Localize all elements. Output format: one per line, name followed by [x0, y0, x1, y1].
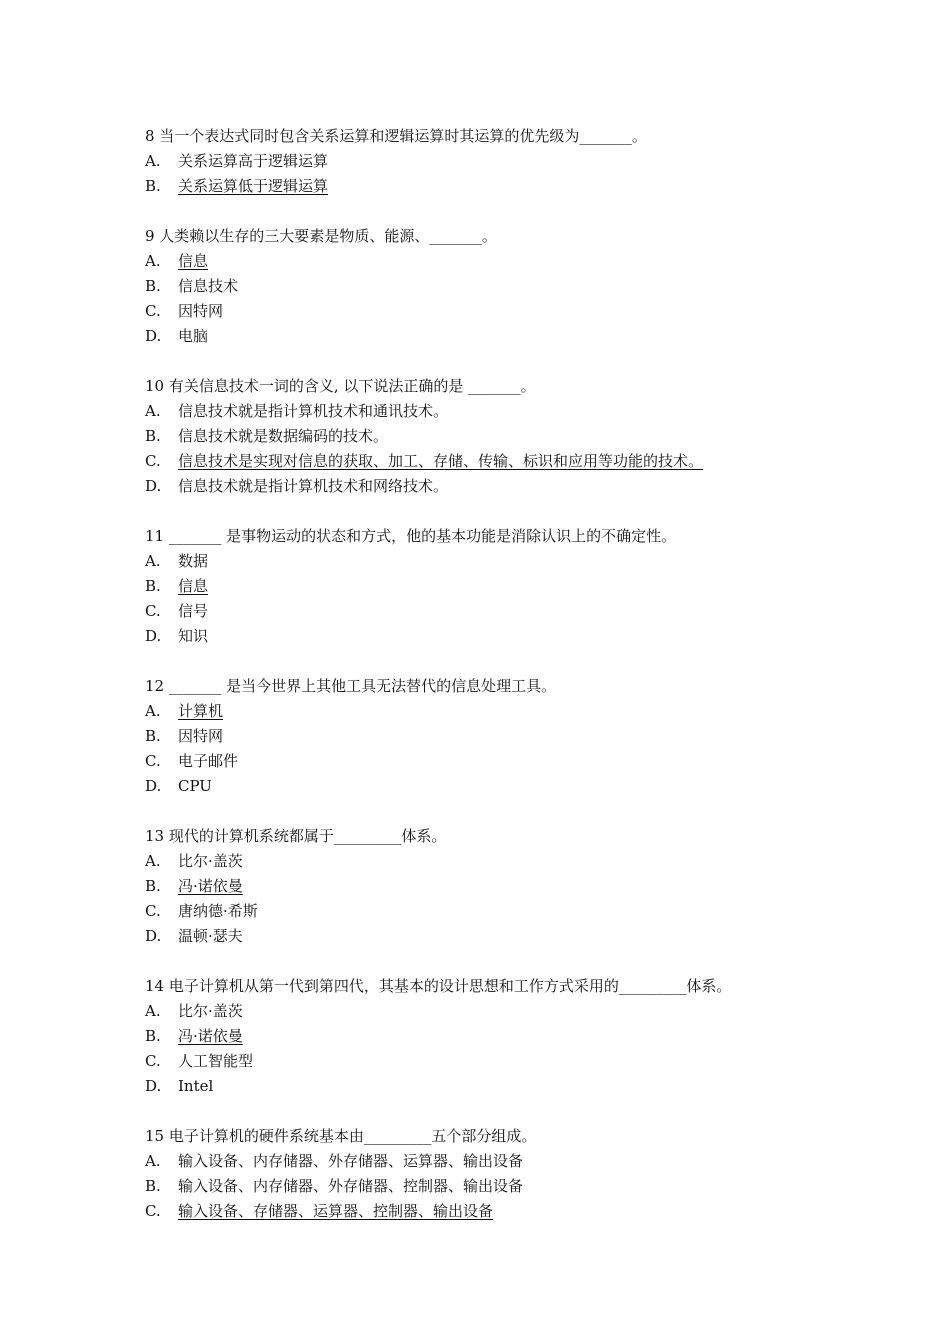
option-text: CPU [178, 777, 212, 795]
answer-option [145, 699, 845, 724]
option-text: 比尔·盖茨 [178, 852, 243, 870]
answer-option [145, 1049, 845, 1074]
answer-option [145, 399, 845, 424]
question-block [145, 1124, 845, 1224]
option-text: 因特网 [178, 727, 224, 745]
answer-option [145, 174, 845, 199]
option-letter: B. [145, 177, 161, 195]
question-block [145, 224, 845, 349]
option-text: 电子邮件 [178, 752, 239, 770]
option-text: 输入设备、内存储器、外存储器、运算器、输出设备 [178, 1152, 524, 1170]
option-text: 温顿·瑟夫 [178, 927, 243, 945]
option-text: 因特网 [178, 302, 224, 320]
question-block [145, 524, 845, 649]
option-text: 信息技术就是指计算机技术和网络技术。 [178, 477, 449, 495]
question-block [145, 674, 845, 799]
option-text: 比尔·盖茨 [178, 1002, 243, 1020]
option-letter: C. [145, 602, 161, 620]
answer-option [145, 599, 845, 624]
answer-option [145, 1149, 845, 1174]
option-text: 输入设备、内存储器、外存储器、控制器、输出设备 [178, 1177, 524, 1195]
question-text: 15 电子计算机的硬件系统基本由_________五个部分组成。 [145, 1127, 537, 1145]
question-text: 13 现代的计算机系统都属于_________体系。 [145, 827, 447, 845]
question-text: 14 电子计算机从第一代到第四代，其基本的设计思想和工作方式采用的_________体系。 [145, 977, 732, 995]
answer-option [145, 774, 845, 799]
option-text-correct: 信息技术是实现对信息的获取、加工、存储、传输、标识和应用等功能的技术。 [178, 452, 704, 470]
question-block [145, 974, 845, 1099]
option-letter: C. [145, 902, 161, 920]
answer-option [145, 299, 845, 324]
answer-option [145, 449, 845, 474]
option-text-correct: 信息 [178, 252, 209, 270]
option-text: 信息技术就是指计算机技术和通讯技术。 [178, 402, 449, 420]
answer-option [145, 1199, 845, 1224]
option-text-correct: 计算机 [178, 702, 224, 720]
option-text: 电脑 [178, 327, 209, 345]
answer-option [145, 624, 845, 649]
option-letter: B. [145, 727, 161, 745]
option-letter: D. [145, 477, 162, 495]
option-letter: B. [145, 577, 161, 595]
option-letter: D. [145, 927, 162, 945]
option-text: 关系运算高于逻辑运算 [178, 152, 329, 170]
question-block [145, 824, 845, 949]
answer-option [145, 324, 845, 349]
answer-option [145, 274, 845, 299]
answer-option [145, 574, 845, 599]
answer-option [145, 899, 845, 924]
option-letter: B. [145, 1177, 161, 1195]
question-text: 10 有关信息技术一词的含义, 以下说法正确的是 _______。 [145, 377, 536, 395]
option-text-correct: 冯·诺依曼 [178, 1027, 243, 1045]
option-letter: C. [145, 1052, 161, 1070]
option-letter: A. [145, 1002, 161, 1020]
question-text: 11 _______ 是事物运动的状态和方式，他的基本功能是消除认识上的不确定性。 [145, 527, 677, 545]
answer-option [145, 149, 845, 174]
option-letter: D. [145, 777, 162, 795]
option-letter: C. [145, 1202, 161, 1220]
answer-option [145, 474, 845, 499]
answer-option [145, 724, 845, 749]
answer-option [145, 874, 845, 899]
question-text: 9 人类赖以生存的三大要素是物质、能源、_______。 [145, 227, 497, 245]
option-letter: A. [145, 552, 161, 570]
option-text: 唐纳德·希斯 [178, 902, 258, 920]
option-letter: D. [145, 327, 162, 345]
option-text-correct: 输入设备、存储器、运算器、控制器、输出设备 [178, 1202, 494, 1220]
option-text-correct: 信息 [178, 577, 209, 595]
option-text: 信息技术 [178, 277, 239, 295]
option-letter: B. [145, 877, 161, 895]
answer-option [145, 249, 845, 274]
question-block [145, 374, 845, 499]
option-letter: C. [145, 302, 161, 320]
question-text: 12 _______ 是当今世界上其他工具无法替代的信息处理工具。 [145, 677, 557, 695]
option-letter: C. [145, 752, 161, 770]
option-text: 知识 [178, 627, 209, 645]
answer-option [145, 749, 845, 774]
option-letter: A. [145, 852, 161, 870]
option-letter: A. [145, 702, 161, 720]
option-letter: B. [145, 1027, 161, 1045]
option-letter: D. [145, 1077, 162, 1095]
option-text-correct: 关系运算低于逻辑运算 [178, 177, 329, 195]
option-letter: A. [145, 1152, 161, 1170]
option-letter: A. [145, 402, 161, 420]
question-block [145, 124, 845, 199]
option-letter: B. [145, 277, 161, 295]
answer-option [145, 1024, 845, 1049]
question-text: 8 当一个表达式同时包含关系运算和逻辑运算时其运算的优先级为_______。 [145, 127, 647, 145]
option-text: 信号 [178, 602, 209, 620]
answer-option [145, 549, 845, 574]
document-page [145, 124, 845, 1249]
option-letter: A. [145, 152, 161, 170]
option-letter: A. [145, 252, 161, 270]
answer-option [145, 1074, 845, 1099]
answer-option [145, 849, 845, 874]
answer-option [145, 924, 845, 949]
option-letter: D. [145, 627, 162, 645]
answer-option [145, 999, 845, 1024]
option-letter: B. [145, 427, 161, 445]
answer-option [145, 1174, 845, 1199]
answer-option [145, 424, 845, 449]
option-text: 数据 [178, 552, 209, 570]
option-text: 信息技术就是数据编码的技术。 [178, 427, 389, 445]
option-text: 人工智能型 [178, 1052, 254, 1070]
option-text: Intel [178, 1077, 214, 1095]
option-letter: C. [145, 452, 161, 470]
option-text-correct: 冯·诺依曼 [178, 877, 243, 895]
